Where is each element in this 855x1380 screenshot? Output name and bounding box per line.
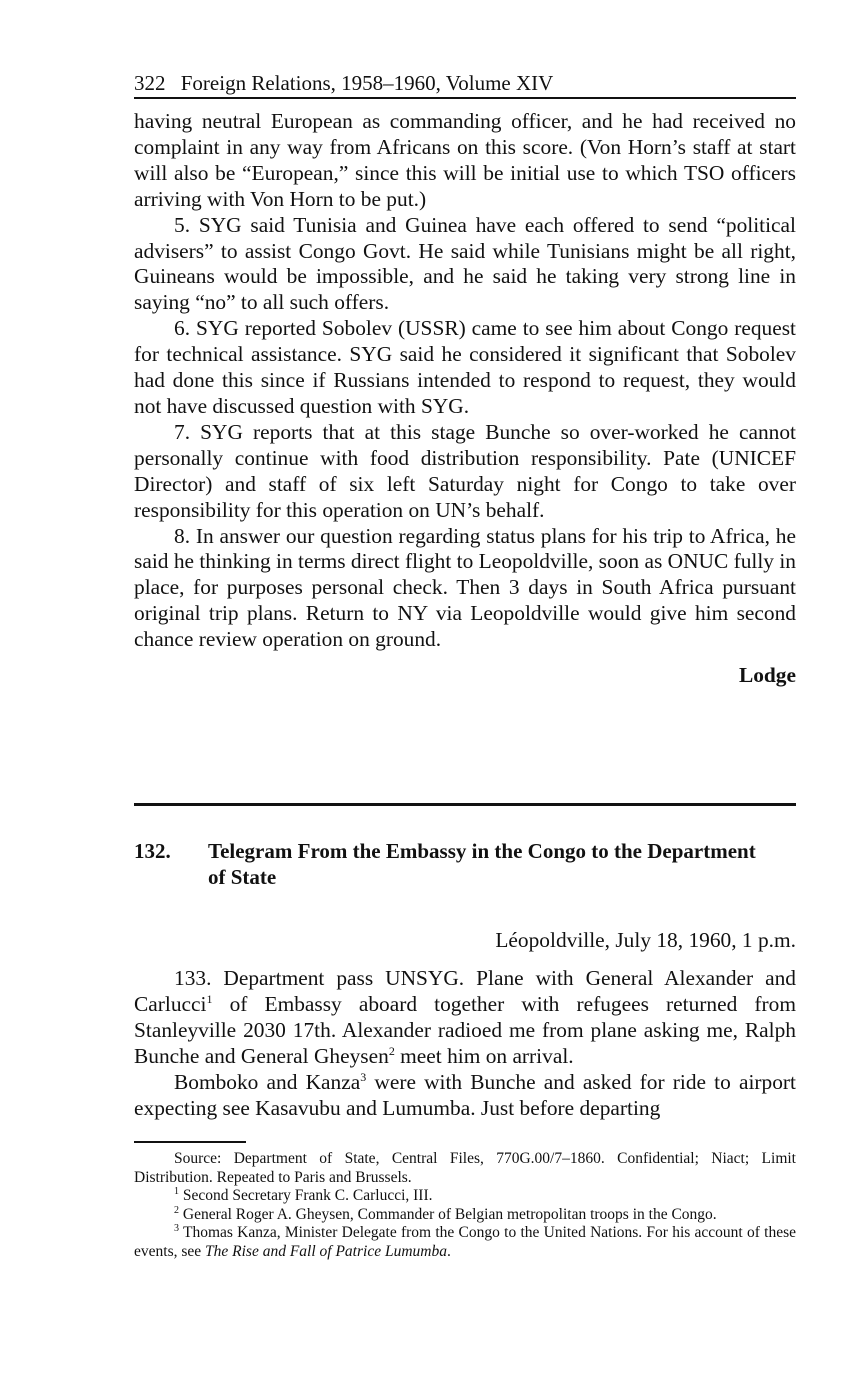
signature: Lodge <box>738 663 796 688</box>
section-divider <box>134 803 796 806</box>
footnote-ref: 2 <box>388 1043 395 1058</box>
text-run: were with Bunche and asked for ride to airport expecting see Kasavubu and Lumumba. Just before departing <box>134 1069 796 1120</box>
previous-document-body <box>134 109 796 653</box>
text-run: meet him on arrival. <box>394 1043 574 1068</box>
footnote-text: . <box>446 1242 451 1260</box>
footnote-text: General Roger A. Gheysen, Commander of Belgian metropolitan troops in the Congo. <box>179 1205 717 1223</box>
footnote <box>134 1224 796 1261</box>
text-run: of Embassy aboard together with refugees returned from Stanleyville 2030 17th. Alexander radioed me from plane asking me, Ralph Bunche and General Gheysen <box>134 991 796 1068</box>
footnotes <box>134 1150 796 1261</box>
document-number: 132. <box>134 839 171 863</box>
footnote-text: Second Secretary Frank C. Carlucci, III. <box>179 1187 433 1204</box>
paragraph: 5. SYG said Tunisia and Guinea have each offered to send “political advisers” to assist Congo Govt. He said while Tunisians might be all right, Guineans would be impossible, and he said he taking very strong line in saying “no” to all such offers. <box>134 212 796 315</box>
footnote-text: Thomas Kanza, Minister Delegate from the Congo to the United Nations. For his account of these events, see <box>134 1224 796 1260</box>
text-run: 133. Department pass UNSYG. Plane with General Alexander and Carlucci <box>134 966 796 1016</box>
paragraph: 8. In answer our question regarding status plans for his trip to Africa, he said he thinking in terms direct flight to Leopoldville, soon as ONUC fully in place, for purposes personal check. Then 3 days in South Africa pursuant original trip plans. Return to NY via Leopoldville would give him second chance review operation on ground. <box>134 523 796 652</box>
text-run: Bomboko and Kanza <box>174 1069 361 1094</box>
source-note: Source: Department of State, Central Files, 770G.00/7–1860. Confidential; Niact; Limit Distribution. Repeated to Paris and Brussels. <box>134 1150 796 1186</box>
document-body <box>134 966 796 1121</box>
footnote-ref: 3 <box>360 1069 367 1084</box>
page-number: 322 <box>134 71 166 95</box>
footnote-mark: 1 <box>174 1186 179 1197</box>
page-content <box>134 70 796 688</box>
footnote <box>134 1187 796 1206</box>
volume-title: Foreign Relations, 1958–1960, Volume XIV <box>180 71 554 95</box>
paragraph <box>134 966 796 1070</box>
paragraph: having neutral European as commanding officer, and he had received no complaint in any way from Africans on this score. (Von Horn’s staff at start will also be “European,” since this will be initial use to which TSO officers arriving with Von Horn to be put.) <box>134 109 796 211</box>
paragraph: 6. SYG reported Sobolev (USSR) came to see him about Congo request for technical assistance. SYG said he considered it significant that Sobolev had done this since if Russians intended to respond to request, they would not have discussed question with SYG. <box>134 316 796 418</box>
footnote-divider <box>134 1141 246 1143</box>
footnote-mark: 2 <box>174 1204 179 1216</box>
paragraph: 7. SYG reports that at this stage Bunche so over-worked he cannot personally continue with food distribution responsibility. Pate (UNICEF Director) and staff of six left Saturday night for Congo to take over responsibility for this operation on UN’s behalf. <box>134 419 796 522</box>
footnote-ref: 1 <box>206 991 213 1006</box>
footnote-mark: 3 <box>174 1223 179 1234</box>
book-title: The Rise and Fall of Patrice Lumumba <box>205 1242 447 1260</box>
running-head <box>134 70 796 99</box>
dateline: Léopoldville, July 18, 1960, 1 p.m. <box>495 928 796 952</box>
paragraph <box>134 1070 796 1122</box>
document-title: Telegram From the Embassy in the Congo to the Department of State <box>208 839 756 889</box>
footnote <box>134 1206 796 1225</box>
